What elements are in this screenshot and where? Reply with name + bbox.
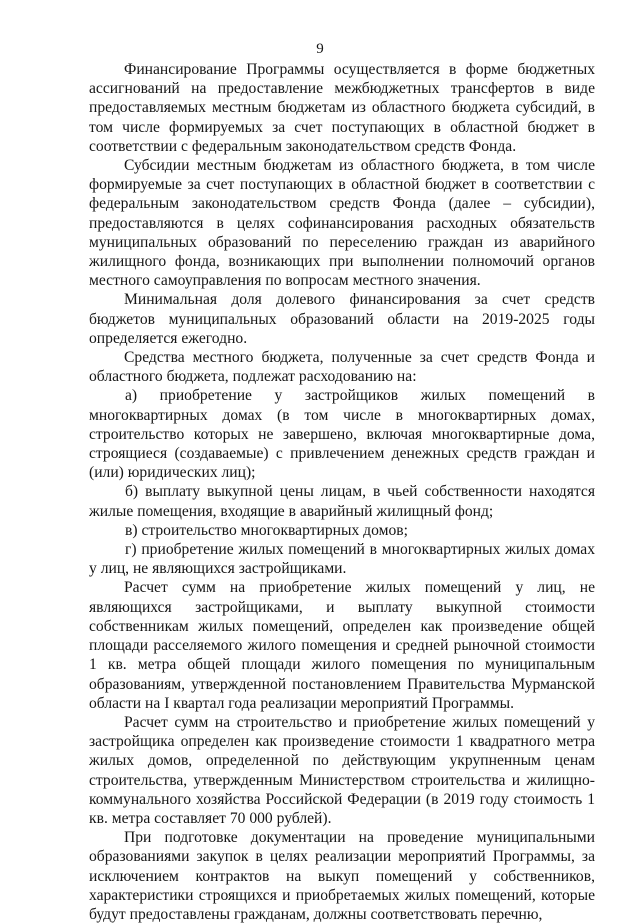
page-number: 9 [316, 41, 324, 57]
paragraph-financing-form: Финансирование Программы осуществляется в форме бюджетных ассигнований на предоставление межбюджетных трансфертов в виде предоставляемых местным бюджетам из областного бюджета субсидий, в том числе формируемых за счет поступающих в областной бюджет в соответствии с федеральным законодательством средств Фонда. [89, 61, 595, 155]
paragraph-purchase-calculation: Расчет сумм на приобретение жилых помещений у лиц, не являющихся застройщиками, и выплату выкупной стоимости собственникам жилых помещений, определен как произведение общей площади расселяемого жилого помещения и средней рыночной стоимости 1 кв. метра общей площади жилого помещения по муниципальным образованиям, утвержденной постановлением Правительства Мурманской области на I квартал года реализации мероприятий Программы. [89, 579, 595, 712]
paragraph-subsidies-purpose: Субсидии местным бюджетам из областного бюджета, в том числе формируемые за счет поступающих в областной бюджет в соответствии с федеральным законодательством средств Фонда (далее – субсидии), предоставляются в целях софинансирования расходных обязательств муниципальных образований по переселению граждан из аварийного жилищного фонда, возникающих при выполнении полномочий органов местного самоуправления по вопросам местного значения. [89, 157, 595, 290]
list-item-b: б) выплату выкупной цены лицам, в чьей собственности находятся жилые помещения, входящие в аварийный жилищный фонд; [89, 483, 595, 520]
paragraph-funds-usage-intro: Средства местного бюджета, полученные за счет средств Фонда и областного бюджета, подлежат расходованию на: [89, 349, 595, 386]
paragraph-procurement-requirements: При подготовке документации на проведение муниципальными образованиями закупок в целях реализации мероприятий Программы, за исключением контрактов на выкуп помещений у собственников, характеристики строящихся и приобретаемых жилых помещений, которые будут предоставлены гражданам, должны соответствовать перечню, [89, 829, 595, 923]
paragraph-construction-calculation: Расчет сумм на строительство и приобретение жилых помещений у застройщика определен как произведение стоимости 1 квадратного метра жилых домов, определенной по действующим укрупненным ценам строительства, утвержденным Министерством строительства и жилищно-коммунального хозяйства Российской Федерации (в 2019 году стоимость 1 кв. метра составляет 70 000 рублей). [89, 713, 595, 827]
list-item-v: в) строительство многоквартирных домов; [125, 521, 408, 539]
list-item-a: а) приобретение у застройщиков жилых помещений в многоквартирных домах (в том числе в многоквартирных домах, строительство которых не завершено, включая многоквартирные дома, строящиеся (создаваемые) с привлечением денежных средств граждан и (или) юридических лиц); [89, 387, 595, 482]
paragraph-minimum-share: Минимальная доля долевого финансирования за счет средств бюджетов муниципальных образований области на 2019-2025 годы определяется ежегодно. [89, 291, 595, 347]
list-item-g: г) приобретение жилых помещений в многоквартирных жилых домах у лиц, не являющихся застройщиками. [89, 541, 595, 578]
document-body [89, 60, 595, 924]
